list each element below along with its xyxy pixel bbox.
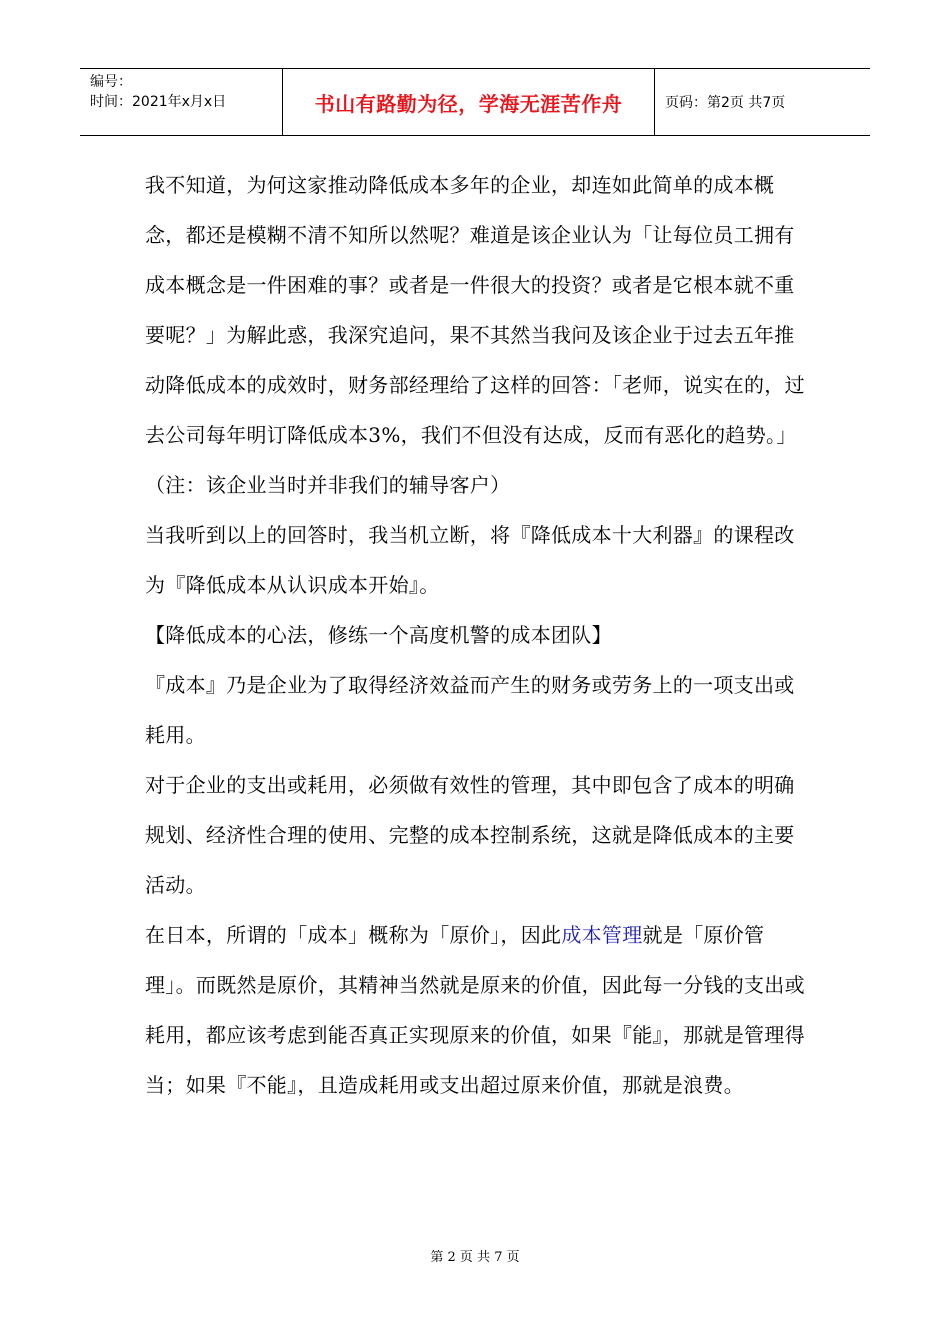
body-paragraph-4: 『成本』乃是企业为了取得经济效益而产生的财务或劳务上的一项支出或耗用。 (145, 673, 795, 747)
header-page-cell (655, 69, 870, 135)
header-motto: 书山有路勤为径，学海无涯苦作舟 (314, 91, 623, 116)
page-footer: 第 2 页 共 7 页 (430, 1250, 520, 1265)
document-header (80, 68, 870, 136)
cost-management-link[interactable]: 成本管理 (561, 923, 643, 947)
body-paragraph-5: 对于企业的支出或耗用，必须做有效性的管理，其中即包含了成本的明确规划、经济性合理的使用、完整的成本控制系统，这就是降低成本的主要活动。 (145, 773, 795, 897)
section-heading: 【降低成本的心法，修练一个高度机警的成本团队】 (145, 623, 612, 647)
body-paragraph-1: 我不知道，为何这家推动降低成本多年的企业，却连如此简单的成本概念，都还是模糊不清不知所以然呢？难道是该企业认为「让每位员工拥有成本概念是一件困难的事？或者是一件很大的投资？或者是它根本就不重要呢？」为解此惑，我深究追问，果不其然当我问及该企业于过去五年推动降低成本的成效时，财务部经理给了这样的回答：「老师，说实在的，过去公司每年明订降低成本3%，我们不但没有达成，反而有恶化的趋势。」（注：该企业当时并非我们的辅导客户） (145, 173, 805, 497)
header-motto-cell (283, 69, 655, 135)
body-paragraph-6 (145, 910, 805, 1110)
paragraph-6-before: 在日本，所谓的「成本」概称为「原价」，因此 (145, 923, 562, 947)
document-body (145, 160, 805, 1110)
header-page-number: 页码：第2页 共7页 (665, 95, 786, 111)
header-meta-cell (80, 69, 283, 135)
document-date-label: 时间：2021年x月x日 (90, 94, 227, 110)
document-code-label: 编号： (90, 74, 132, 90)
body-paragraph-2: 当我听到以上的回答时，我当机立断，将『降低成本十大利器』的课程改为『降低成本从认识成本开始』。 (145, 523, 795, 597)
paragraph-6-after: 就是「原价管理」。而既然是原价，其精神当然就是原来的价值，因此每一分钱的支出或耗用，都应该考虑到能否真正实现原来的价值，如果『能』，那就是管理得当；如果『不能』，且造成耗用或支出超过原来价值，那就是浪费。 (145, 923, 805, 1097)
